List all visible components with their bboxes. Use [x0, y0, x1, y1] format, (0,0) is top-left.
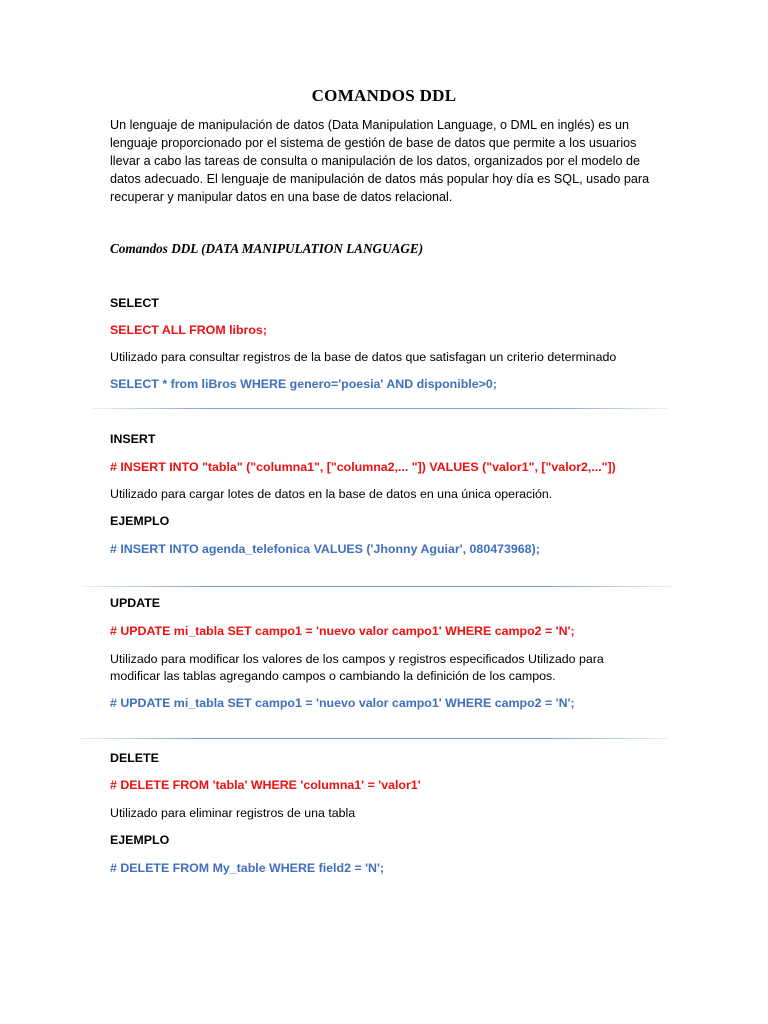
delete-example-label: EJEMPLO [110, 833, 170, 847]
select-example: SELECT * from liBros WHERE genero='poesia' AND disponible>0; [110, 377, 497, 391]
select-heading: SELECT [110, 296, 159, 310]
delete-example: # DELETE FROM My_table WHERE field2 = 'N'; [110, 861, 385, 875]
update-description: Utilizado para modificar los valores de los campos y registros especificados Utilizado para modificar las tablas agregando campos o cambiando la definición de los campos. [110, 652, 604, 683]
separator-line [78, 738, 668, 739]
page-title: COMANDOS DDL [311, 86, 457, 105]
delete-heading: DELETE [110, 751, 159, 765]
separator-line [92, 408, 668, 409]
insert-example: # INSERT INTO agenda_telefonica VALUES ('Jhonny Aguiar', 080473968); [110, 542, 540, 556]
intro-paragraph: Un lenguaje de manipulación de datos (Data Manipulation Language, o DML en inglés) es un lenguaje proporcionado por el sistema de gestión de base de datos que permite a los usuarios llevar a cabo las tareas de consulta o manipulación de los datos, organizados por el modelo de datos adecuado. El lenguaje de manipulación de datos más popular hoy día es SQL, usado para recuperar y manipular datos en una base de datos relacional. [110, 118, 650, 204]
update-syntax: # UPDATE mi_tabla SET campo1 = 'nuevo valor campo1' WHERE campo2 = 'N'; [110, 624, 575, 638]
insert-heading: INSERT [110, 432, 156, 446]
select-syntax: SELECT ALL FROM libros; [110, 323, 267, 337]
separator-line [82, 586, 672, 587]
insert-description: Utilizado para cargar lotes de datos en la base de datos en una única operación. [110, 487, 553, 501]
select-description: Utilizado para consultar registros de la base de datos que satisfagan un criterio determinado [110, 350, 617, 364]
insert-example-label: EJEMPLO [110, 514, 170, 528]
insert-syntax: # INSERT INTO "tabla" ("columna1", ["columna2,... "]) VALUES ("valor1", ["valor2,..."]) [110, 460, 616, 474]
section-subtitle: Comandos DDL (DATA MANIPULATION LANGUAGE) [110, 241, 424, 256]
update-example: # UPDATE mi_tabla SET campo1 = 'nuevo valor campo1' WHERE campo2 = 'N'; [110, 696, 575, 710]
delete-description: Utilizado para eliminar registros de una tabla [110, 806, 356, 820]
delete-syntax: # DELETE FROM 'tabla' WHERE 'columna1' = 'valor1' [110, 778, 421, 792]
update-heading: UPDATE [110, 596, 161, 610]
